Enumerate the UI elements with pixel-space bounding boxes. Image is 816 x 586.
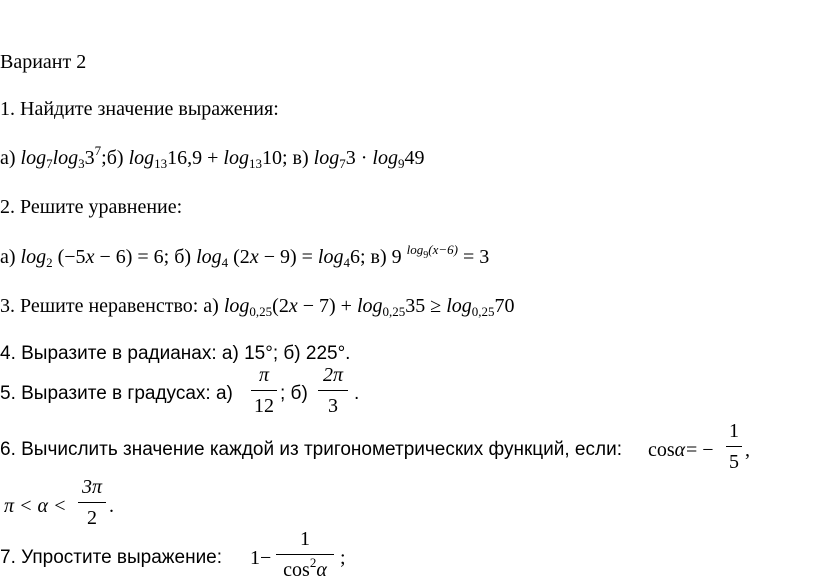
log-arg: 3 [84,147,95,169]
log-base: 0,25 [382,304,406,319]
eq-part: − 6) = 6; б) [94,246,197,268]
task5-fraction-b [318,364,348,417]
fraction-bar [276,554,334,555]
log-arg: 49 [404,147,425,169]
eq-part: 6; в) 9 [349,246,407,268]
fraction-bar [318,390,348,391]
fraction-bar [251,390,277,391]
task7-fraction [276,528,334,581]
frac-numerator: 1 [300,528,310,550]
exponent-group [406,242,458,261]
cos-text: cos [648,439,675,461]
log-base: 4 [221,255,229,270]
task6-condition [648,438,685,462]
var-x: x [85,246,95,268]
log-text: log [313,147,340,169]
task4-text: 4. Выразите в радианах: а) 15°; б) 225°. [0,343,351,364]
log-base: 9 [423,250,429,261]
task5-text: 5. Выразите в градусах: а) [0,383,233,404]
log-arg: 3 · [345,147,373,169]
cos-text: cos [283,559,310,581]
frac-denominator: 5 [729,451,739,473]
log-text: log [52,147,79,169]
log-text: log [446,295,472,317]
task6-text: 6. Вычислить значение каждой из тригонометрических функций, если: [0,439,622,460]
eq-part: (2 [228,246,250,268]
frac-numerator: 1 [729,420,739,442]
task2-title: 2. Решите уравнение: [0,196,183,218]
log-text: log [20,246,47,268]
frac-denominator [283,555,327,581]
task2-equations [0,242,490,271]
log-text: log [372,147,398,169]
ineq-part: − 7) + [297,295,357,317]
log-base: 0,25 [249,304,273,319]
eq-part: − 9) = [258,246,318,268]
task6-inequality: π < α < [4,495,67,517]
log-text: log [20,147,47,169]
task5-end: . [354,383,360,404]
comma: , [745,439,750,461]
frac-numerator: π [258,364,270,386]
log-base: 7 [46,156,53,171]
log-base: 7 [339,156,346,171]
task3-text: 3. Решите неравенство: а) [0,295,224,317]
exponent: 2 [309,555,317,570]
log-text: log [196,246,222,268]
task2-a-prefix: а) [0,246,21,268]
log-text: log [223,295,250,317]
log-text: log [223,147,249,169]
log-base: 9 [397,156,405,171]
log-text: log [356,295,383,317]
log-base: 13 [154,156,168,171]
task3-inequality [0,294,515,318]
task6-end: . [109,495,114,517]
task1-b-prefix: ;б) [101,147,129,169]
log-base: 13 [248,156,262,171]
task7-end: ; [340,547,346,569]
frac-numerator: 2π [322,364,344,386]
log-arg: 16,9 + [167,147,224,169]
log-text: log [317,246,344,268]
frac-denominator: 3 [328,395,338,417]
log-arg: 10; в) [261,147,314,169]
ineq-part: 35 ≥ [405,295,447,317]
task1-title: 1. Найдите значение выражения: [0,98,279,120]
ineq-part: 70 [494,295,515,317]
log-base: 2 [46,255,53,270]
log-base: 4 [343,255,350,270]
task6-fraction [726,420,742,473]
fraction-bar [726,446,742,447]
task1-a-prefix: а) [0,147,21,169]
log-text: log [128,147,155,169]
equals-minus: = − [686,439,714,461]
alpha-symbol: α [674,439,686,461]
var-x: x [249,246,259,268]
task7-text: 7. Упростите выражение: [0,547,223,568]
eq-part: (−5 [52,246,86,268]
variant-title: Вариант 2 [0,51,87,73]
task5-fraction-a [251,364,277,417]
task1-expression [0,143,425,171]
ineq-part: (2 [272,295,289,317]
frac-denominator: 12 [254,395,274,417]
fraction-bar [78,502,106,503]
log-text: log [406,242,424,257]
frac-numerator: 3π [81,476,103,498]
one-minus: 1− [250,547,272,569]
exponent: 7 [94,143,102,158]
log-base: 3 [78,156,85,171]
task6-fraction-b [78,476,106,529]
frac-denominator: 2 [87,507,97,529]
log-base: 0,25 [471,304,495,319]
eq-part: = 3 [457,246,490,268]
log-arg: (x−6) [428,242,458,257]
var-x: x [288,295,298,317]
task5-separator: ; б) [280,383,308,404]
alpha-symbol: α [316,559,327,581]
